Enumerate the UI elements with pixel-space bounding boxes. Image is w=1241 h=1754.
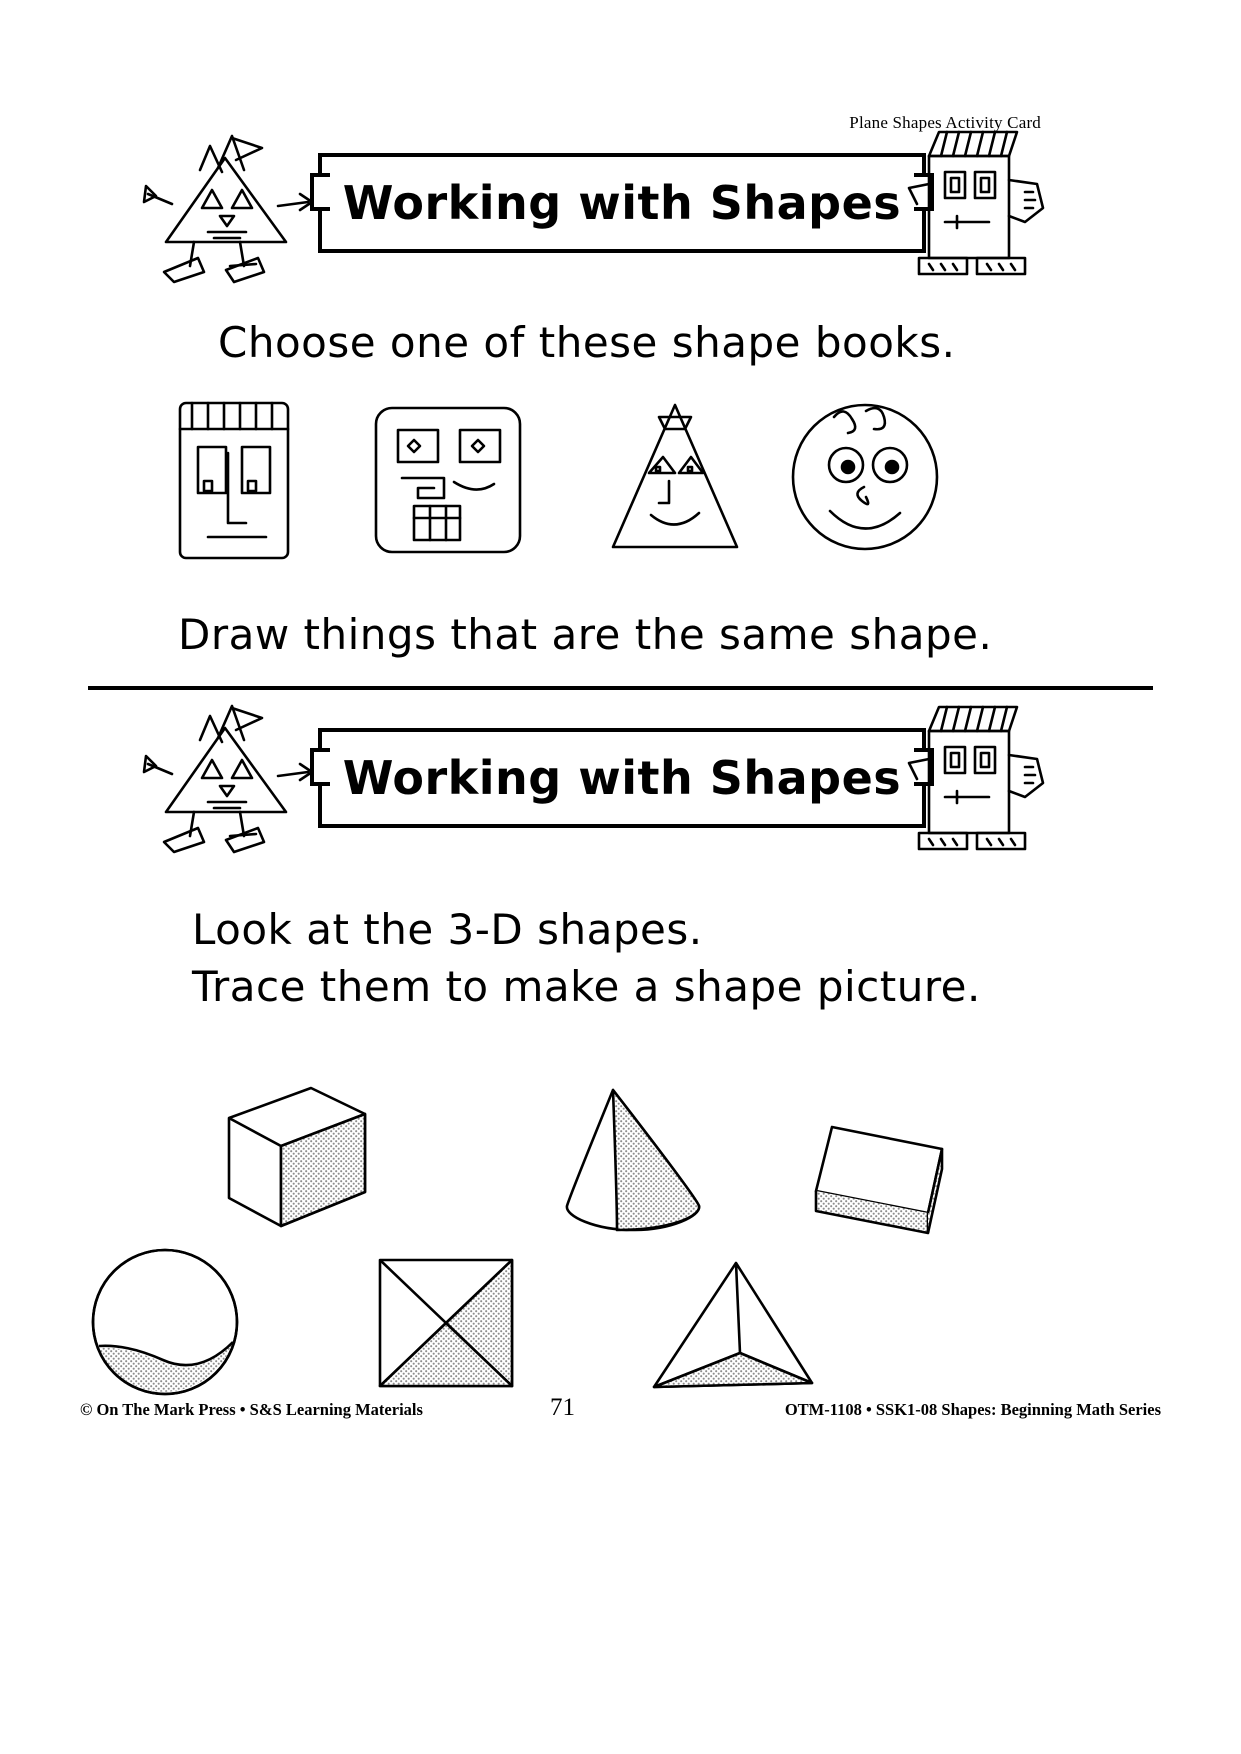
rectangle-book-icon xyxy=(170,395,300,575)
instruction-choose-shape-books: Choose one of these shape books. xyxy=(218,318,956,367)
footer-series-code: OTM-1108 • SSK1-08 Shapes: Beginning Math Series xyxy=(784,1400,1161,1419)
book-character-icon xyxy=(905,118,1065,298)
triangle-character-icon-2 xyxy=(140,700,315,865)
cone-shape xyxy=(555,1080,715,1245)
shape-books-row xyxy=(150,395,970,570)
square-book-icon xyxy=(368,400,528,570)
three-d-solids-group xyxy=(70,1070,1100,1390)
triangular-pyramid-shape xyxy=(640,1255,820,1410)
banner-title: Working with Shapes xyxy=(342,176,902,230)
footer-copyright: © On The Mark Press • S&S Learning Materials xyxy=(80,1400,423,1419)
rectangular-prism-shape xyxy=(790,1115,970,1250)
section-divider xyxy=(88,686,1153,690)
sphere-shape xyxy=(85,1240,255,1410)
activity-card-label: Plane Shapes Activity Card xyxy=(849,113,1041,132)
book-character-icon-2 xyxy=(905,693,1065,873)
banner-title-2: Working with Shapes xyxy=(342,751,902,805)
page-footer xyxy=(80,1394,1161,1422)
instruction-draw-same-shape: Draw things that are the same shape. xyxy=(178,610,993,659)
banner-working-with-shapes-2 xyxy=(318,728,926,828)
page-number: 71 xyxy=(550,1394,575,1421)
instruction-trace-shape-picture: Trace them to make a shape picture. xyxy=(192,962,981,1011)
triangle-character-icon xyxy=(140,130,315,295)
square-pyramid-shape xyxy=(370,1250,530,1405)
cube-shape xyxy=(215,1080,375,1240)
banner-working-with-shapes-1 xyxy=(318,153,926,253)
circle-book-icon xyxy=(790,395,940,565)
instruction-look-3d-shapes: Look at the 3-D shapes. xyxy=(192,905,703,954)
triangle-book-icon xyxy=(605,395,745,565)
